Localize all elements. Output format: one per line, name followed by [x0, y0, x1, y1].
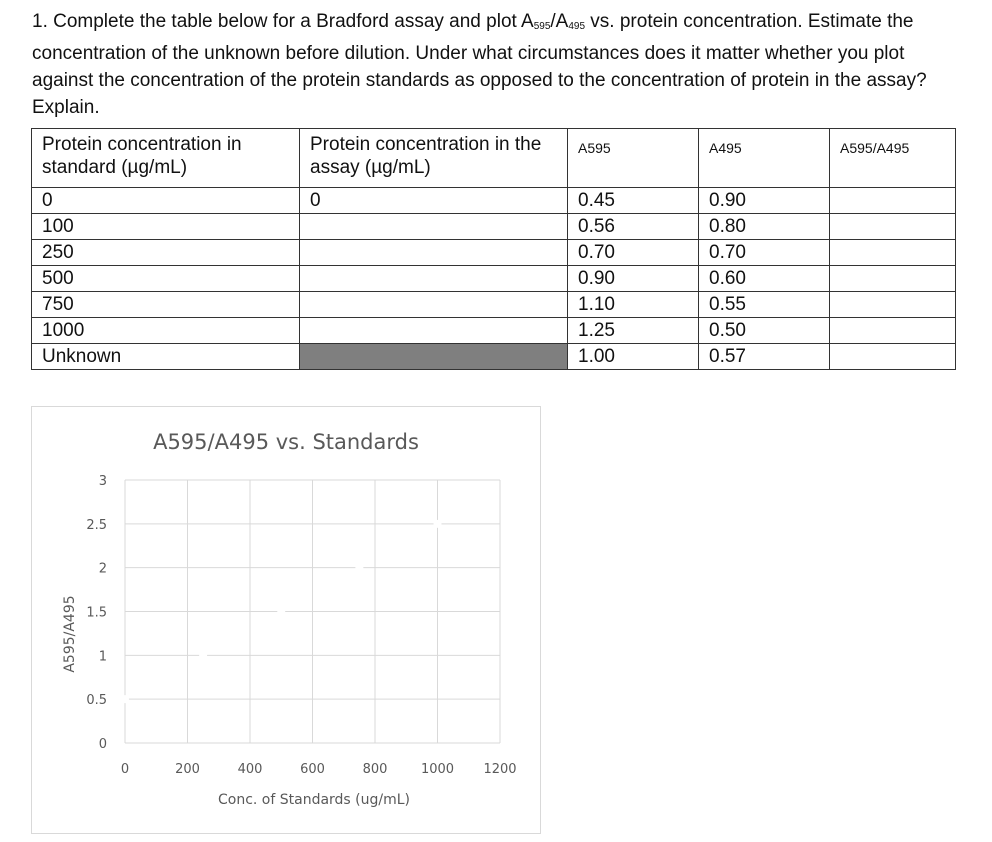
cell-assay-conc	[300, 240, 568, 266]
cell-a495: 0.60	[699, 266, 830, 292]
cell-standard-conc: 0	[32, 188, 300, 214]
cell-assay-conc: 0	[300, 188, 568, 214]
cell-a595: 0.56	[568, 214, 699, 240]
table-row	[32, 214, 956, 240]
y-tick-label: 2	[98, 561, 107, 577]
data-point	[199, 651, 207, 659]
cell-a495: 0.90	[699, 188, 830, 214]
chart-area	[31, 406, 541, 834]
question-mid: /A	[550, 11, 569, 32]
header-a595: A595	[568, 129, 699, 188]
cell-standard-conc: 250	[32, 240, 300, 266]
x-tick-label: 400	[237, 762, 263, 777]
cell-standard-conc: Unknown	[32, 344, 300, 370]
table-row	[32, 292, 956, 318]
question-sub-595: 595	[533, 21, 551, 32]
data-point	[434, 520, 442, 528]
cell-ratio	[830, 214, 956, 240]
table-row	[32, 344, 956, 370]
cell-a495: 0.80	[699, 214, 830, 240]
table-row	[32, 266, 956, 292]
cell-ratio	[830, 344, 956, 370]
chart-title: A595/A495 vs. Standards	[153, 430, 419, 454]
cell-a495: 0.55	[699, 292, 830, 318]
cell-a595: 1.10	[568, 292, 699, 318]
x-tick-label: 1000	[420, 762, 455, 777]
y-tick-label: 0	[98, 737, 107, 752]
cell-a595: 0.70	[568, 240, 699, 266]
cell-a595: 0.90	[568, 266, 699, 292]
x-axis-label: Conc. of Standards (ug/mL)	[217, 792, 411, 808]
cell-ratio	[830, 292, 956, 318]
cell-standard-conc: 1000	[32, 318, 300, 344]
question-prefix: 1. Complete the table below for a Bradford assay and plot A	[32, 11, 534, 32]
x-tick-label: 800	[362, 762, 388, 777]
y-axis-label: A595/A495	[62, 595, 78, 673]
table-row	[32, 188, 956, 214]
data-point	[355, 564, 363, 572]
cell-a495: 0.57	[699, 344, 830, 370]
cell-a595: 0.45	[568, 188, 699, 214]
header-standard-conc: Protein concentration in standard (µg/mL)	[32, 129, 300, 188]
cell-ratio	[830, 188, 956, 214]
table-body	[32, 188, 956, 370]
cell-a595: 1.00	[568, 344, 699, 370]
data-point	[277, 608, 285, 616]
cell-standard-conc: 750	[32, 292, 300, 318]
cell-ratio	[830, 266, 956, 292]
y-tick-label: 2.5	[86, 517, 107, 533]
cell-a495: 0.70	[699, 240, 830, 266]
cell-standard-conc: 500	[32, 266, 300, 292]
data-point	[121, 695, 129, 703]
question-suffix: vs. protein concentration. Estimate the concentration of the unknown before dilution. Under what circumstances does it matter whether you plot against the concentration of the protein standards as opposed to the concentration of protein in the assay? Explain.	[32, 11, 927, 118]
question-sub-495: 495	[568, 21, 586, 32]
question-text	[32, 8, 962, 121]
header-ratio: A595/A495	[830, 129, 956, 188]
table-row	[32, 318, 956, 344]
header-a495: A495	[699, 129, 830, 188]
cell-assay-conc	[300, 344, 568, 370]
y-tick-label: 1	[98, 649, 107, 665]
cell-assay-conc	[300, 318, 568, 344]
bradford-table	[31, 128, 956, 370]
cell-assay-conc	[300, 214, 568, 240]
y-tick-label: 3	[98, 474, 107, 489]
x-tick-label: 200	[175, 762, 200, 777]
cell-a595: 1.25	[568, 318, 699, 344]
cell-a495: 0.50	[699, 318, 830, 344]
scatter-chart	[32, 407, 540, 833]
table-row	[32, 240, 956, 266]
header-assay-conc: Protein concentration in the assay (µg/mL)	[300, 129, 568, 188]
y-tick-label: 1.5	[86, 605, 107, 621]
x-tick-label: 1200	[483, 762, 517, 777]
x-tick-label: 0	[120, 762, 130, 777]
cell-assay-conc	[300, 266, 568, 292]
cell-standard-conc: 100	[32, 214, 300, 240]
cell-ratio	[830, 240, 956, 266]
cell-ratio	[830, 318, 956, 344]
table-header-row	[32, 129, 956, 188]
y-tick-label: 0.5	[86, 693, 107, 709]
cell-assay-conc	[300, 292, 568, 318]
x-tick-label: 600	[300, 762, 325, 777]
